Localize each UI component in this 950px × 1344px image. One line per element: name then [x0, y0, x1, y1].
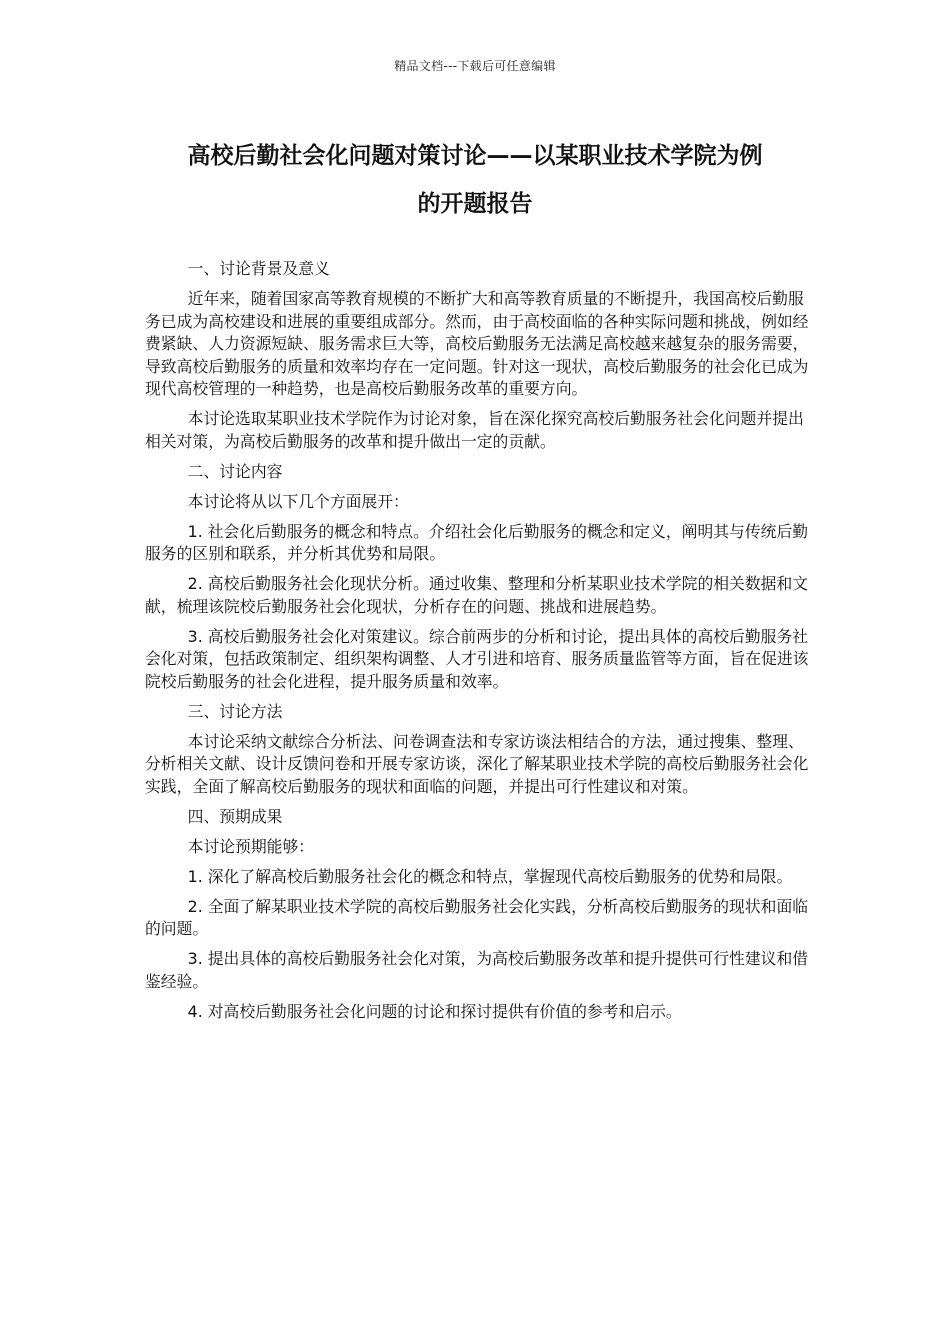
document-title [120, 132, 830, 228]
list-item: 3. 提出具体的高校后勤服务社会化对策，为高校后勤服务改革和提升提供可行性建议和借鉴经验。 [145, 949, 809, 991]
paragraph: 本讨论采纳文献综合分析法、问卷调查法和专家访谈法相结合的方法，通过搜集、整理、分析相关文献、设计反馈问卷和开展专家访谈，深化了解某职业技术学院的高校后勤服务社会化实践，全面了解高校后勤服务的现状和面临的问题，并提出可行性建议和对策。 [145, 731, 809, 796]
list-item: 2. 高校后勤服务社会化现状分析。通过收集、整理和分析某职业技术学院的相关数据和文献，梳理该院校后勤服务社会化现状，分析存在的问题、挑战和进展趋势。 [145, 574, 809, 616]
paragraph: 近年来，随着国家高等教育规模的不断扩大和高等教育质量的不断提升，我国高校后勤服务已成为高校建设和进展的重要组成部分。然而，由于高校面临的各种实际问题和挑战，例如经费紧缺、人力资源短缺、服务需求巨大等，高校后勤服务无法满足高校越来越复杂的服务需要，导致高校后勤服务的质量和效率均存在一定问题。针对这一现状，高校后勤服务的社会化已成为现代高校管理的一种趋势，也是高校后勤服务改革的重要方向。 [145, 289, 809, 398]
section-heading-method: 三、讨论方法 [187, 701, 283, 721]
title-line-1: 高校后勤社会化问题对策讨论——以某职业技术学院为例 [187, 143, 763, 169]
section-heading-content: 二、讨论内容 [187, 461, 283, 481]
list-item: 1. 深化了解高校后勤服务社会化的概念和特点，掌握现代高校后勤服务的优势和局限。 [187, 866, 793, 886]
list-item: 4. 对高校后勤服务社会化问题的讨论和探讨提供有价值的参考和启示。 [187, 1001, 682, 1021]
list-item: 1. 社会化后勤服务的概念和特点。介绍社会化后勤服务的概念和定义，阐明其与传统后勤服务的区别和联系，并分析其优势和局限。 [145, 521, 809, 563]
list-item: 2. 全面了解某职业技术学院的高校后勤服务社会化实践，分析高校后勤服务的现状和面临的问题。 [145, 896, 809, 938]
section-heading-outcomes: 四、预期成果 [187, 806, 283, 826]
list-item: 3. 高校后勤服务社会化对策建议。综合前两步的分析和讨论，提出具体的高校后勤服务社会化对策，包括政策制定、组织架构调整、人才引进和培育、服务质量监管等方面，旨在促进该院校后勤服务的社会化进程，提升服务质量和效率。 [145, 626, 809, 691]
document-body [145, 258, 813, 1031]
paragraph: 本讨论将从以下几个方面展开： [187, 491, 409, 511]
paragraph: 本讨论选取某职业技术学院作为讨论对象，旨在深化探究高校后勤服务社会化问题并提出相关对策，为高校后勤服务的改革和提升做出一定的贡献。 [145, 409, 804, 451]
header-note: 精品文档---下载后可任意编辑 [394, 59, 556, 73]
paragraph: 本讨论预期能够： [187, 836, 315, 856]
title-line-2: 的开题报告 [417, 191, 533, 217]
section-heading-background: 一、讨论背景及意义 [187, 259, 330, 278]
